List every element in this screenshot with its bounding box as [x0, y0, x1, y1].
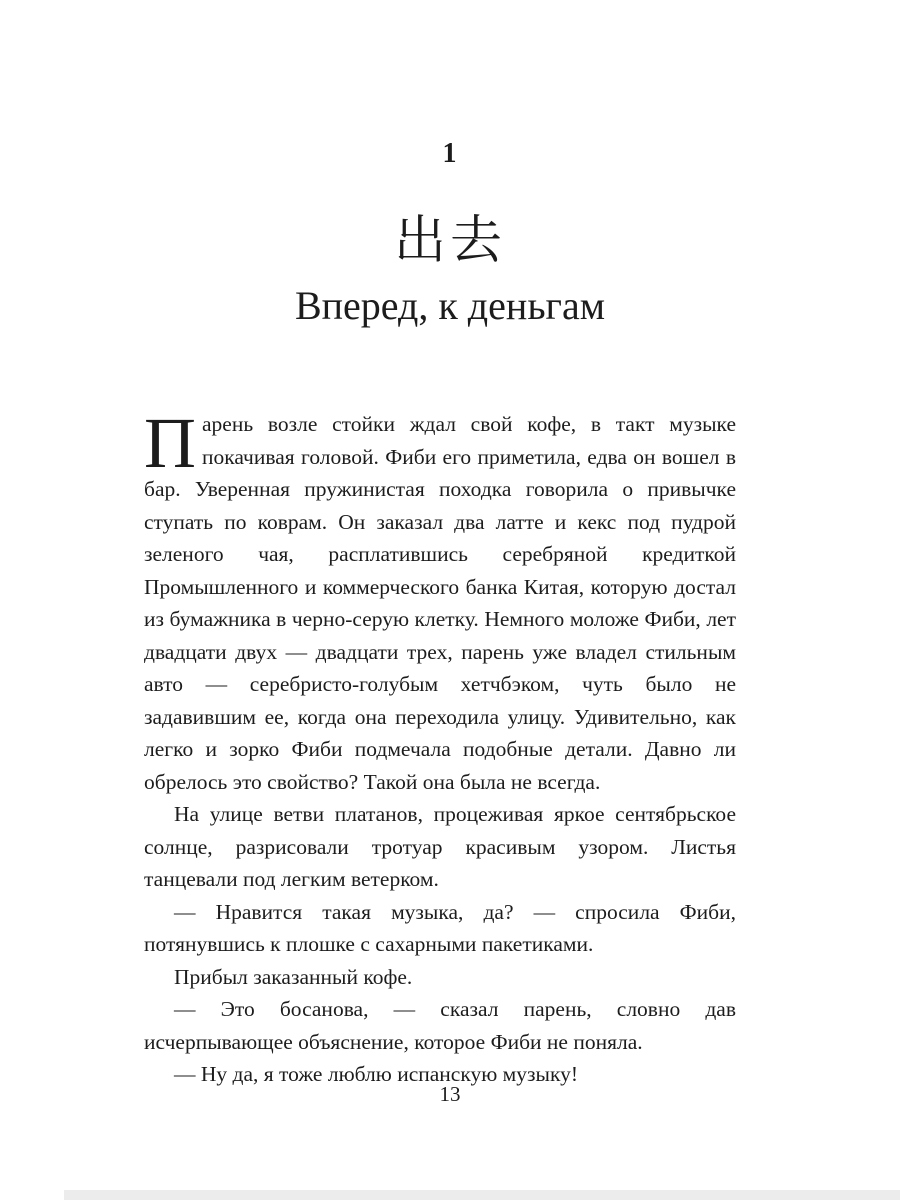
- chapter-number: 1: [442, 138, 458, 169]
- paragraph-1: [144, 403, 736, 798]
- chapter-title: Вперед, к деньгам: [294, 283, 606, 328]
- paragraph-1-text: арень возле стойки ждал свой кофе, в такт музыке покачивая головой. Фиби его приметила, едва он вошел в бар. Уверенная пружинистая походка говорила о привычке ступать по коврам. Он заказал два латте и кекс под пудрой зеленого чая, расплатившись серебряной кредиткой Промышленного и коммерческого банка Китая, которую достал из бумажника в черно-серую клетку. Немного моложе Фиби, лет двадцати двух — двадцати трех, парень уже владел стильным авто — серебристо-голубым хетчбэком, чуть было не задавившим ее, когда она переходила улицу. Удивительно, как легко и зорко Фиби подмечала подобные детали. Давно ли обрелось это свойство? Такой она была не всегда.: [144, 412, 736, 794]
- page-number: 13: [439, 1082, 461, 1106]
- chapter-body: [144, 403, 736, 1091]
- bottom-scan-edge: [64, 1190, 900, 1200]
- paragraph-2: На улице ветви платанов, процеживая яркое сентябрьское солнце, разрисовали тротуар красивым узором. Листья танцевали под легким ветерком.: [144, 802, 736, 891]
- paragraph-6: — Ну да, я тоже люблю испанскую музыку!: [174, 1062, 579, 1086]
- paragraph-5: — Это босанова, — сказал парень, словно дав исчерпывающее объяснение, которое Фиби не поняла.: [144, 997, 736, 1054]
- paragraph-4: Прибыл заказанный кофе.: [174, 964, 413, 989]
- paragraph-3: — Нравится такая музыка, да? — спросила Фиби, потянувшись к плошке с сахарными пакетиками.: [144, 899, 736, 956]
- drop-cap: П: [144, 403, 196, 483]
- chapter-hanzi-title: 出去: [393, 211, 506, 271]
